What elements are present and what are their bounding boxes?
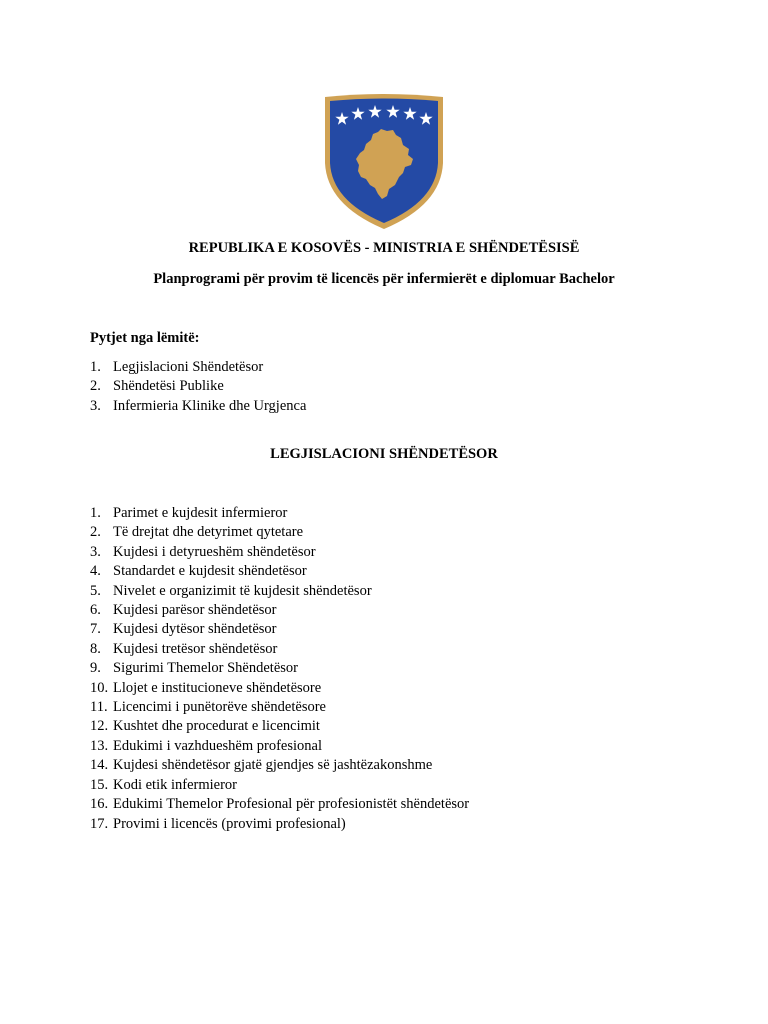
list-item-number: 2. xyxy=(90,378,101,395)
list-item xyxy=(90,679,469,698)
list-item-number: 12. xyxy=(90,718,109,735)
list-item xyxy=(90,795,469,814)
list-item xyxy=(90,504,469,523)
list-item xyxy=(90,756,469,775)
list-item xyxy=(90,640,469,659)
list-item-label: Kodi etik infermieror xyxy=(113,776,238,793)
list-item-label: Edukimi Themelor Profesional për profesionistët shëndetësor xyxy=(113,796,470,813)
list-item-label: Nivelet e organizimit të kujdesit shëndetësor xyxy=(113,582,372,599)
list-item-number: 16. xyxy=(90,796,109,813)
list-item-label: Kushtet dhe procedurat e licencimit xyxy=(113,718,320,735)
list-item-label: Të drejtat dhe detyrimet qytetare xyxy=(113,524,304,541)
document-title: REPUBLIKA E KOSOVËS - MINISTRIA E SHËNDETËSISË xyxy=(188,240,580,256)
list-item-number: 6. xyxy=(90,602,101,619)
list-item-label: Kujdesi dytësor shëndetësor xyxy=(113,621,277,638)
list-item-number: 13. xyxy=(90,737,109,754)
list-item-number: 5. xyxy=(90,582,101,599)
legislation-list xyxy=(90,504,469,834)
list-item xyxy=(90,562,469,581)
list-item-label: Infermieria Klinike dhe Urgjenca xyxy=(113,397,307,414)
list-item-label: Shëndetësi Publike xyxy=(113,378,224,395)
list-item xyxy=(90,543,469,562)
list-item-number: 15. xyxy=(90,776,109,793)
list-item-label: Llojet e institucioneve shëndetësore xyxy=(113,679,322,696)
list-item-label: Licencimi i punëtorëve shëndetësore xyxy=(113,699,326,716)
list-item xyxy=(90,717,469,736)
list-item xyxy=(90,397,306,416)
list-item-label: Provimi i licencës (provimi profesional) xyxy=(113,815,346,832)
list-item xyxy=(90,358,306,377)
list-item-number: 17. xyxy=(90,815,109,832)
kosovo-coat-of-arms-icon xyxy=(323,93,445,230)
list-item-number: 8. xyxy=(90,640,101,657)
list-item xyxy=(90,776,469,795)
list-item-label: Kujdesi i detyrueshëm shëndetësor xyxy=(113,543,316,560)
list-item-number: 9. xyxy=(90,660,101,677)
list-item-label: Kujdesi tretësor shëndetësor xyxy=(113,640,278,657)
list-item-number: 3. xyxy=(90,543,101,560)
list-item-label: Edukimi i vazhdueshëm profesional xyxy=(113,737,322,754)
list-item-number: 3. xyxy=(90,397,101,414)
list-item xyxy=(90,698,469,717)
list-item xyxy=(90,659,469,678)
list-item-label: Kujdesi parësor shëndetësor xyxy=(113,602,277,619)
areas-heading: Pytjet nga lëmitë: xyxy=(90,330,200,346)
areas-list xyxy=(90,358,306,416)
list-item xyxy=(90,523,469,542)
list-item-label: Standardet e kujdesit shëndetësor xyxy=(113,563,307,580)
list-item-number: 1. xyxy=(90,505,101,521)
list-item-number: 2. xyxy=(90,524,101,541)
list-item-number: 11. xyxy=(90,699,108,716)
list-item-number: 7. xyxy=(90,621,101,638)
list-item-label: Parimet e kujdesit infermieror xyxy=(113,505,288,521)
list-item-number: 4. xyxy=(90,563,101,580)
list-item-number: 14. xyxy=(90,757,109,774)
list-item xyxy=(90,620,469,639)
list-item-label: Sigurimi Themelor Shëndetësor xyxy=(113,660,298,677)
list-item xyxy=(90,737,469,756)
list-item-number: 1. xyxy=(90,359,101,375)
list-item xyxy=(90,582,469,601)
list-item xyxy=(90,377,306,396)
document-subtitle: Planprogrami për provim të licencës për infermierët e diplomuar Bachelor xyxy=(153,271,615,287)
legislation-heading: LEGJISLACIONI SHËNDETËSOR xyxy=(270,446,498,462)
list-item xyxy=(90,601,469,620)
list-item xyxy=(90,815,469,834)
list-item-label: Kujdesi shëndetësor gjatë gjendjes së jashtëzakonshme xyxy=(113,757,433,774)
list-item-number: 10. xyxy=(90,679,109,696)
list-item-label: Legjislacioni Shëndetësor xyxy=(113,359,264,375)
